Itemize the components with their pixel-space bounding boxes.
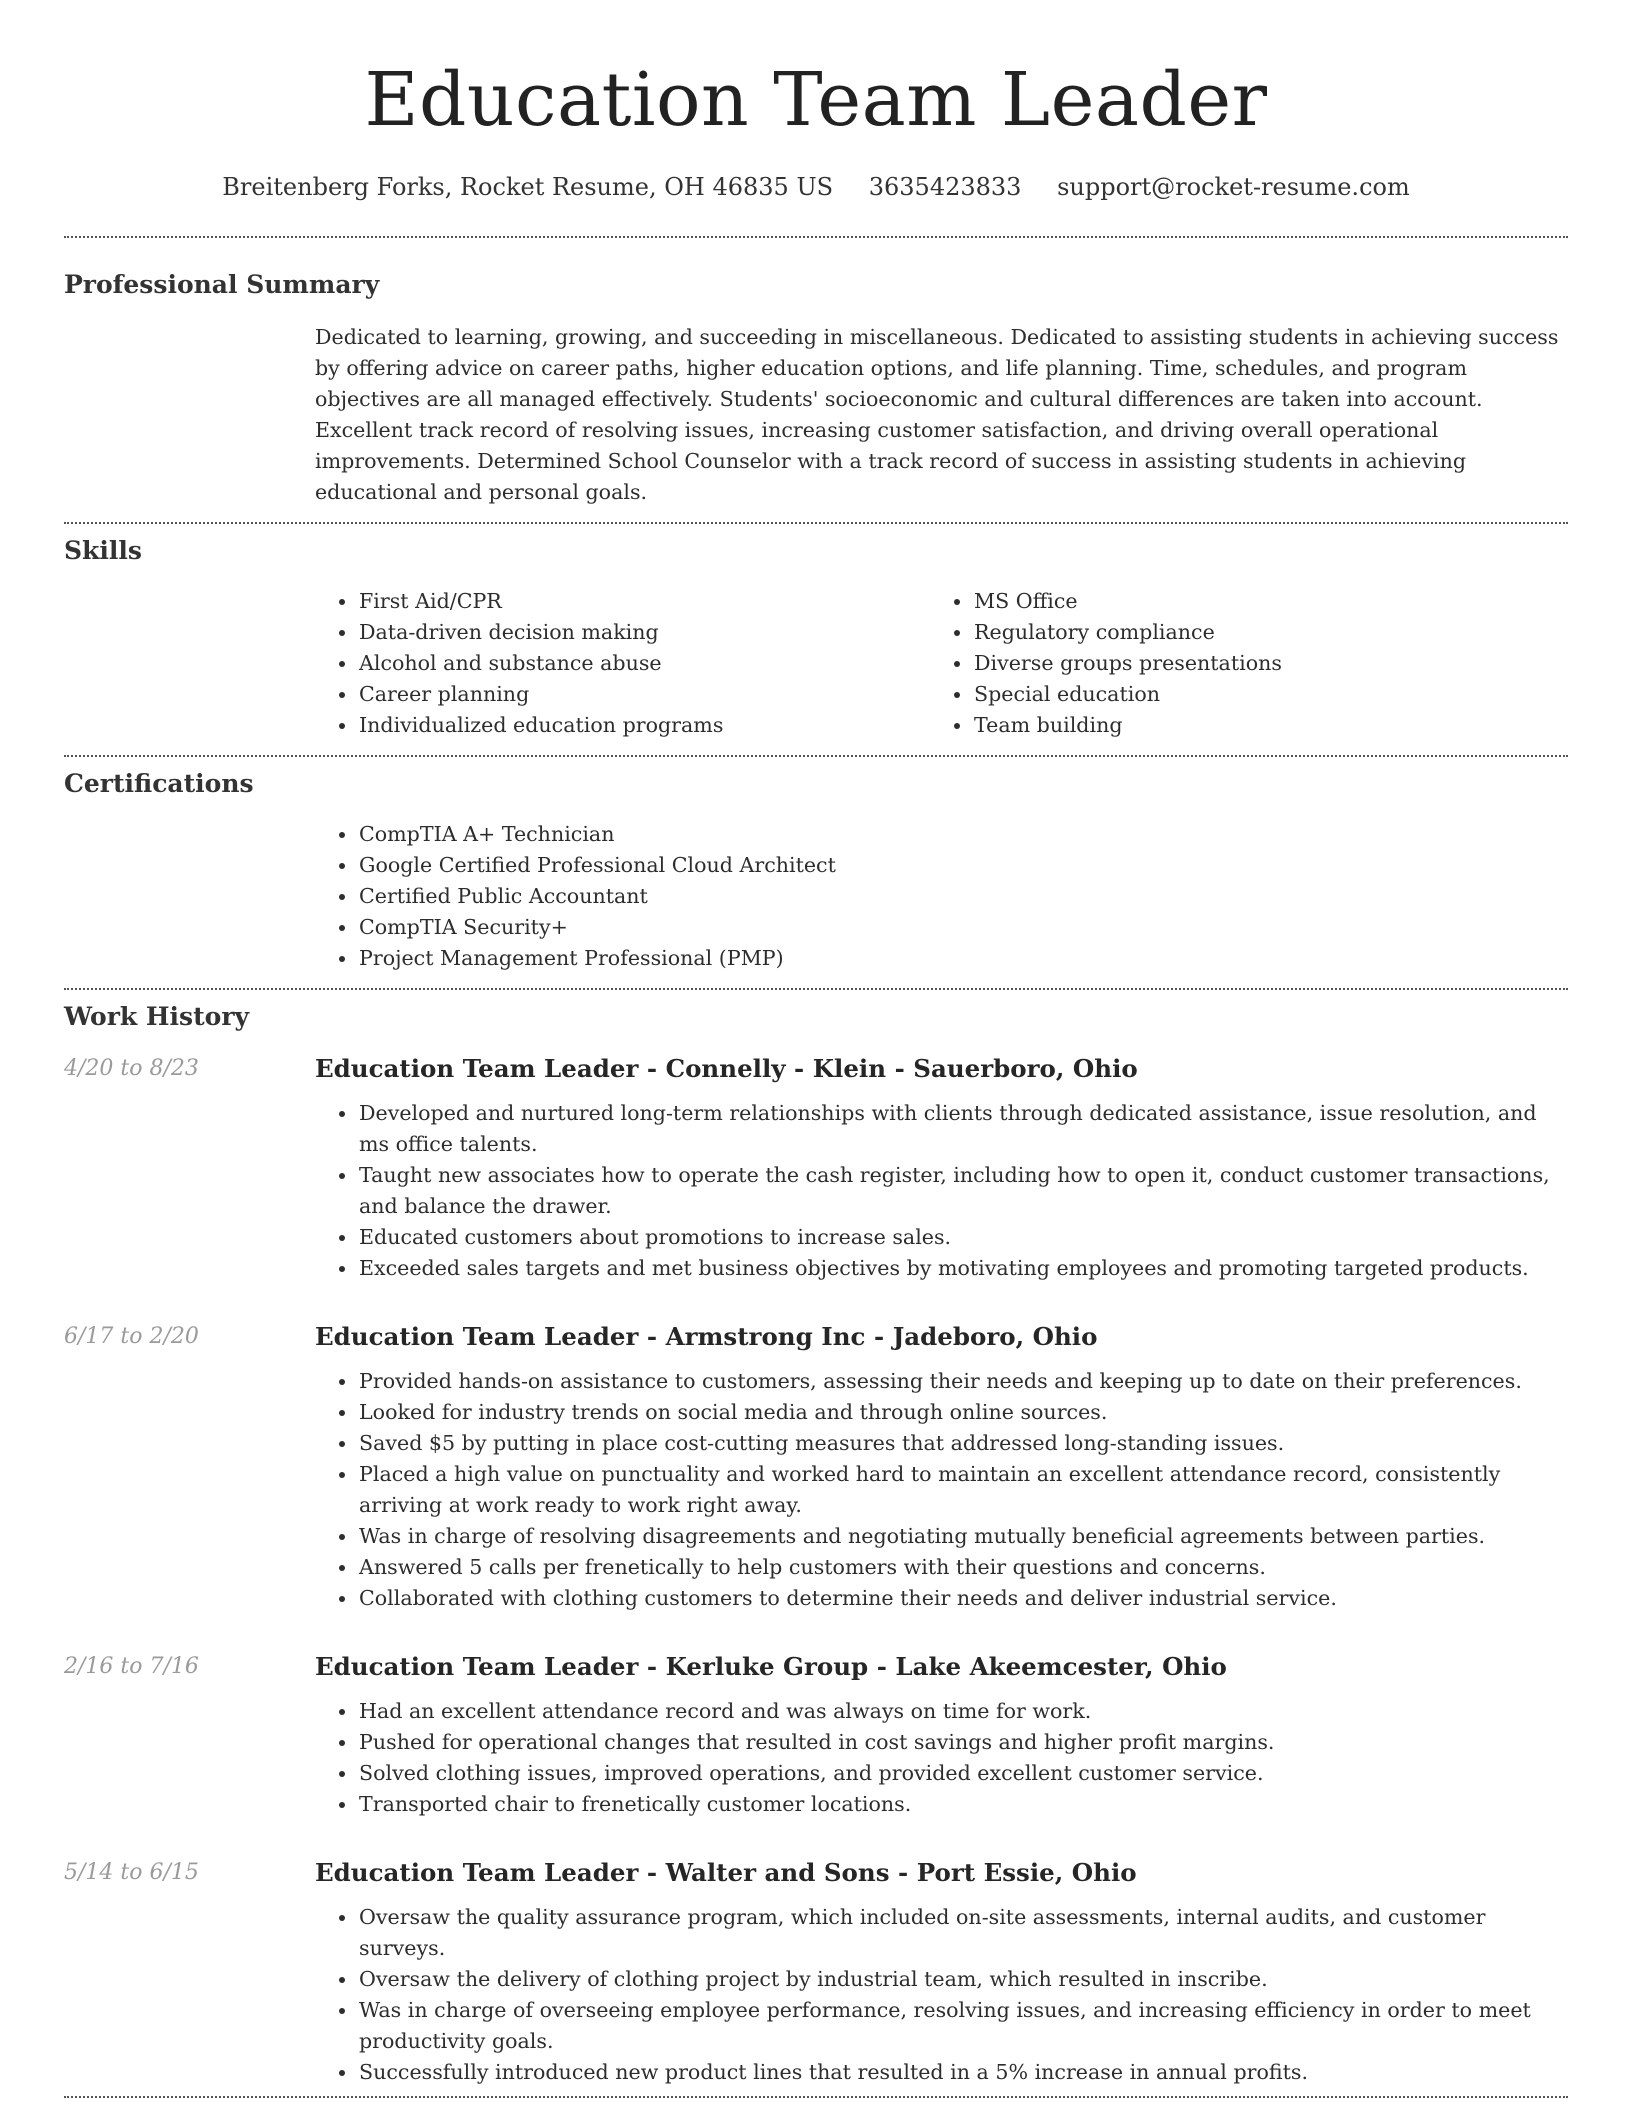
section-divider: [64, 755, 1568, 757]
skills-column-left: [335, 586, 950, 741]
certification-item: CompTIA A+ Technician: [359, 819, 1568, 850]
job-bullet: Was in charge of overseeing employee performance, resolving issues, and increasing efficiency in order to meet productivity goals.: [359, 1995, 1568, 2057]
job-title: Education Team Leader - Kerluke Group - Lake Akeemcester, Ohio: [315, 1652, 1227, 1681]
job-bullet: Solved clothing issues, improved operations, and provided excellent customer service.: [359, 1758, 1568, 1789]
job-bullet: Successfully introduced new product lines that resulted in a 5% increase in annual profits.: [359, 2057, 1568, 2088]
job-title: Education Team Leader - Connelly - Klein - Sauerboro, Ohio: [315, 1054, 1138, 1083]
job-bullet: Oversaw the delivery of clothing project by industrial team, which resulted in inscribe.: [359, 1964, 1568, 1995]
certification-item: Google Certified Professional Cloud Architect: [359, 850, 1568, 881]
job-dates: 2/16 to 7/16: [64, 1654, 199, 1679]
resume-name: Education Team Leader: [364, 57, 1268, 143]
job-bullet: Collaborated with clothing customers to determine their needs and deliver industrial service.: [359, 1583, 1568, 1614]
summary-text: Dedicated to learning, growing, and succeeding in miscellaneous. Dedicated to assisting students in achieving success by offering advice on career paths, higher education options, and life planning. Time, schedules, and program objectives are all managed effectively. Students' socioeconomic and cultural differences are taken into account. Excellent track record of resolving issues, increasing customer satisfaction, and driving overall operational improvements. Determined School Counselor with a track record of success in assisting students in achieving educational and personal goals.: [315, 325, 1559, 504]
skill-item: Special education: [974, 679, 1565, 710]
section-title-summary: Professional Summary: [64, 270, 380, 299]
skills-column-right: [950, 586, 1565, 741]
job-bullet: Had an excellent attendance record and was always on time for work.: [359, 1696, 1568, 1727]
job-bullet: Transported chair to frenetically customer locations.: [359, 1789, 1568, 1820]
section-title-work-history: Work History: [64, 1002, 250, 1031]
skills-grid: [335, 586, 1568, 741]
job-dates: 6/17 to 2/20: [64, 1324, 199, 1349]
job-bullet: Looked for industry trends on social media and through online sources.: [359, 1397, 1568, 1428]
job-bullet: Taught new associates how to operate the cash register, including how to open it, conduct customer transactions, and balance the drawer.: [359, 1160, 1568, 1222]
job-bullet: Developed and nurtured long-term relationships with clients through dedicated assistance, issue resolution, and ms office talents.: [359, 1098, 1568, 1160]
section-divider: [64, 236, 1568, 238]
job-body: [315, 1052, 1568, 1284]
work-history-section: [64, 1000, 1568, 2088]
certification-item: CompTIA Security+: [359, 912, 1568, 943]
job-bullet: Provided hands-on assistance to customers, assessing their needs and keeping up to date on their preferences.: [359, 1366, 1568, 1397]
job-bullet: Saved $5 by putting in place cost-cutting measures that addressed long-standing issues.: [359, 1428, 1568, 1459]
summary-section: [64, 268, 1568, 508]
section-divider: [64, 2096, 1568, 2098]
job-bullet: Educated customers about promotions to increase sales.: [359, 1222, 1568, 1253]
job-bullet: Answered 5 calls per frenetically to help customers with their questions and concerns.: [359, 1552, 1568, 1583]
job-entry: [64, 1650, 1568, 1820]
skill-item: First Aid/CPR: [359, 586, 950, 617]
section-title-skills: Skills: [64, 536, 142, 565]
skill-item: Diverse groups presentations: [974, 648, 1565, 679]
job-body: [315, 1650, 1568, 1820]
job-bullet: Exceeded sales targets and met business objectives by motivating employees and promoting targeted products.: [359, 1253, 1568, 1284]
job-bullet: Pushed for operational changes that resulted in cost savings and higher profit margins.: [359, 1727, 1568, 1758]
job-bullet: Was in charge of resolving disagreements and negotiating mutually beneficial agreements between parties.: [359, 1521, 1568, 1552]
job-title: Education Team Leader - Walter and Sons - Port Essie, Ohio: [315, 1858, 1137, 1887]
contact-line: [64, 170, 1568, 204]
certifications-list: [335, 819, 1568, 974]
job-bullet: Placed a high value on punctuality and worked hard to maintain an excellent attendance record, consistently arriving at work ready to work right away.: [359, 1459, 1568, 1521]
contact-phone: 3635423833: [868, 173, 1022, 201]
job-body: [315, 1856, 1568, 2088]
skill-item: Career planning: [359, 679, 950, 710]
contact-email: support@rocket-resume.com: [1057, 173, 1410, 201]
section-title-certifications: Certifications: [64, 769, 254, 798]
contact-address: Breitenberg Forks, Rocket Resume, OH 46835 US: [222, 173, 834, 201]
certifications-section: [64, 767, 1568, 974]
job-entry: [64, 1052, 1568, 1284]
skill-item: Team building: [974, 710, 1565, 741]
skill-item: Alcohol and substance abuse: [359, 648, 950, 679]
section-divider: [64, 988, 1568, 990]
skills-section: [64, 534, 1568, 741]
job-title: Education Team Leader - Armstrong Inc - Jadeboro, Ohio: [315, 1322, 1098, 1351]
certification-item: Project Management Professional (PMP): [359, 943, 1568, 974]
job-dates: 4/20 to 8/23: [64, 1056, 199, 1081]
job-dates: 5/14 to 6/15: [64, 1860, 199, 1885]
resume-page: [64, 0, 1568, 2098]
job-bullet: Oversaw the quality assurance program, which included on-site assessments, internal audits, and customer surveys.: [359, 1902, 1568, 1964]
job-entry: [64, 1856, 1568, 2088]
job-body: [315, 1320, 1568, 1614]
skill-item: MS Office: [974, 586, 1565, 617]
section-divider: [64, 522, 1568, 524]
skill-item: Individualized education programs: [359, 710, 950, 741]
skill-item: Regulatory compliance: [974, 617, 1565, 648]
certification-item: Certified Public Accountant: [359, 881, 1568, 912]
job-entry: [64, 1320, 1568, 1614]
skill-item: Data-driven decision making: [359, 617, 950, 648]
